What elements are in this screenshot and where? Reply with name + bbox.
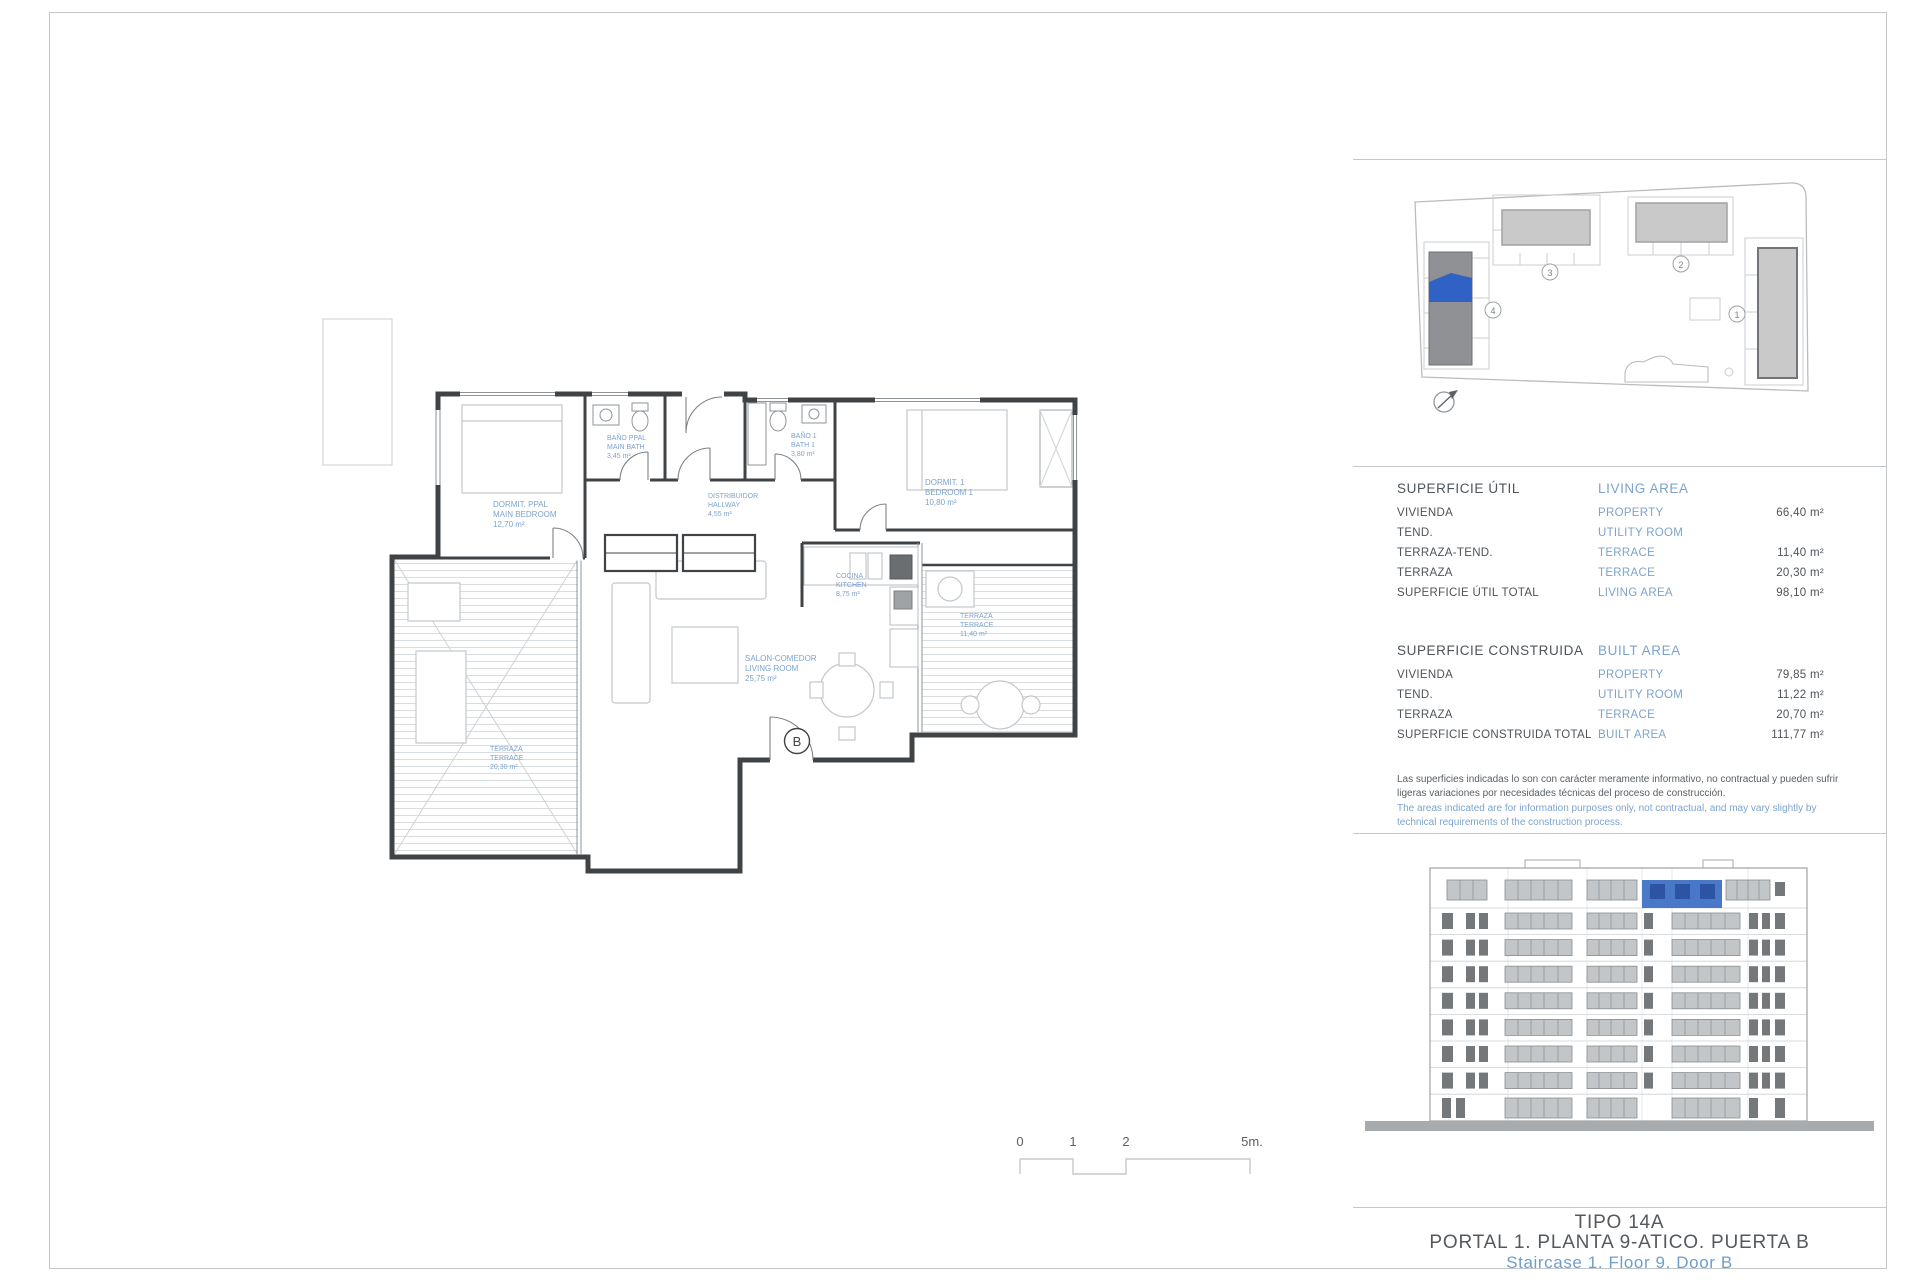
building-elevation-drawing <box>1353 820 1886 1194</box>
ground-line <box>1365 1121 1874 1131</box>
svg-text:TERRACE: TERRACE <box>960 622 994 629</box>
floor-plan-drawing <box>320 315 1090 875</box>
built-area-table <box>1353 643 1886 749</box>
site-small-structure <box>1690 298 1720 320</box>
scale-1: 1 <box>1069 1134 1077 1149</box>
unit-location-es: PORTAL 1. PLANTA 9-ATICO. PUERTA B <box>1429 1232 1810 1253</box>
table-header <box>1353 643 1886 669</box>
table-row: VIVIENDA PROPERTY 79,85 m² <box>1397 669 1824 681</box>
scale-2: 2 <box>1122 1134 1130 1149</box>
header-en: BUILT AREA <box>1598 643 1681 658</box>
table-row: VIVIENDA PROPERTY 66,40 m² <box>1397 507 1824 519</box>
svg-text:DORMIT. PPAL: DORMIT. PPAL <box>493 500 548 509</box>
building-4 <box>1424 242 1501 369</box>
table-row: TERRAZA-TEND. TERRACE 11,40 m² <box>1397 547 1824 559</box>
svg-text:12,70 m²: 12,70 m² <box>493 520 525 529</box>
north-compass-icon <box>1434 390 1458 412</box>
svg-text:11,40 m²: 11,40 m² <box>960 631 988 638</box>
building-1-label: 1 <box>1734 310 1740 320</box>
svg-text:TERRAZA: TERRAZA <box>490 746 523 753</box>
svg-text:HALLWAY: HALLWAY <box>708 502 741 509</box>
label-main-bath <box>607 433 646 460</box>
table-row: TEND. UTILITY ROOM <box>1397 527 1684 539</box>
site-plan-drawing <box>1353 158 1886 465</box>
site-boundary <box>1415 183 1808 391</box>
table-row-total: SUPERFICIE ÚTIL TOTAL LIVING AREA 98,10 m² <box>1397 587 1824 599</box>
building-2-label: 2 <box>1678 260 1684 270</box>
svg-text:KITCHEN: KITCHEN <box>836 582 867 589</box>
svg-text:DORMIT. 1: DORMIT. 1 <box>925 478 965 487</box>
label-kitchen <box>836 573 867 598</box>
building-4-label: 4 <box>1490 306 1496 316</box>
header-en: LIVING AREA <box>1598 481 1689 496</box>
label-hallway <box>708 493 758 518</box>
svg-text:10,80 m²: 10,80 m² <box>925 498 957 507</box>
disclaimer-es: Las superficies indicadas lo son con carácter meramente informativo, no contractual y pueden sufrir ligeras variaciones por necesidades técnicas del proceso de construcción. <box>1397 774 1839 799</box>
typical-floors <box>1442 913 1785 1089</box>
svg-text:20,30 m²: 20,30 m² <box>490 764 518 771</box>
svg-text:TERRAZA: TERRAZA <box>960 613 993 620</box>
label-bath1 <box>791 431 817 458</box>
building-3-label: 3 <box>1547 268 1553 278</box>
kitchen-fittings <box>804 547 918 667</box>
door-b-label: B <box>792 734 802 749</box>
svg-text:BATH 1: BATH 1 <box>791 442 815 449</box>
ground-floor <box>1442 1098 1785 1118</box>
svg-text:TERRACE: TERRACE <box>490 755 524 762</box>
svg-text:DISTRIBUIDOR: DISTRIBUIDOR <box>708 493 759 500</box>
svg-text:SALON-COMEDOR: SALON-COMEDOR <box>745 654 817 663</box>
title-block <box>1353 1207 1886 1272</box>
label-living-room <box>745 654 817 683</box>
attic-floor <box>1447 860 1785 908</box>
area-tables-section <box>1353 466 1886 833</box>
svg-text:3,45 m²: 3,45 m² <box>607 453 631 460</box>
svg-text:BEDROOM 1: BEDROOM 1 <box>925 488 974 497</box>
scale-bar-line <box>1020 1159 1250 1174</box>
svg-text:3,80 m²: 3,80 m² <box>791 451 815 458</box>
svg-text:BAÑO 1: BAÑO 1 <box>791 433 817 440</box>
unit-location-en: Staircase 1. Floor 9. Door B <box>1506 1253 1733 1272</box>
svg-text:LIVING ROOM: LIVING ROOM <box>745 664 799 673</box>
svg-text:MAIN BATH: MAIN BATH <box>607 444 645 451</box>
table-row: TERRAZA TERRACE 20,70 m² <box>1397 709 1824 721</box>
header-es: SUPERFICIE CONSTRUIDA <box>1397 643 1584 658</box>
svg-text:4,55 m²: 4,55 m² <box>708 511 732 518</box>
svg-text:MAIN BEDROOM: MAIN BEDROOM <box>493 510 557 519</box>
svg-text:25,75 m²: 25,75 m² <box>745 674 777 683</box>
svg-text:COCINA: COCINA <box>836 573 864 580</box>
disclaimer-en: The areas indicated are for information purposes only, not contractual, and may vary slightly by technical requirements of the construction process. <box>1397 803 1817 828</box>
table-row: TEND. UTILITY ROOM 11,22 m² <box>1397 689 1824 701</box>
living-area-table <box>1353 481 1886 607</box>
neighbour-outline <box>323 319 392 465</box>
table-header <box>1353 481 1886 507</box>
scale-bar <box>1000 1125 1300 1185</box>
svg-text:8,75 m²: 8,75 m² <box>836 591 860 598</box>
entry-door-b <box>785 729 810 754</box>
label-main-bedroom <box>493 500 557 529</box>
svg-text:BAÑO PPAL: BAÑO PPAL <box>607 435 647 442</box>
table-row-total: SUPERFICIE CONSTRUIDA TOTAL BUILT AREA 111,77 m² <box>1397 729 1824 741</box>
scale-0: 0 <box>1016 1134 1024 1149</box>
table-row: TERRAZA TERRACE 20,30 m² <box>1397 567 1824 579</box>
header-es: SUPERFICIE ÚTIL <box>1397 481 1521 496</box>
scale-5m: 5m. <box>1241 1134 1263 1149</box>
unit-type: TIPO 14A <box>1574 1212 1665 1233</box>
